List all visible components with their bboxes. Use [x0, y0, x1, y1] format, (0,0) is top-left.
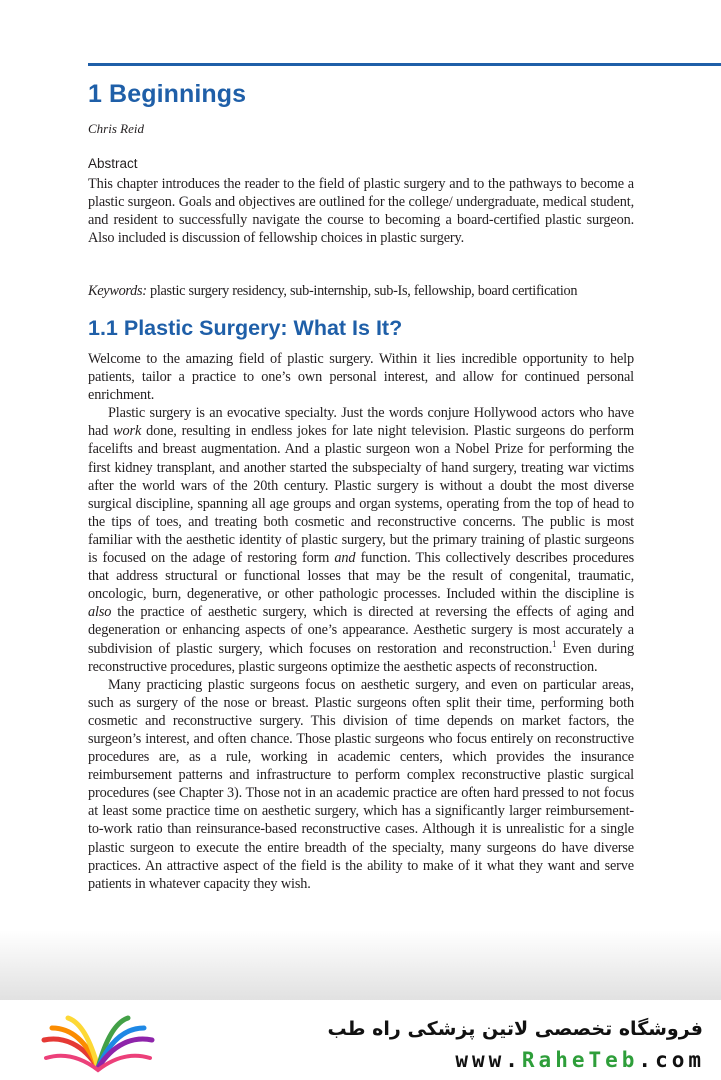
paragraph-2	[88, 404, 634, 675]
author-name: Chris Reid	[88, 121, 144, 136]
emphasis-and: and	[334, 550, 356, 567]
footnote-ref[interactable]: 1	[552, 638, 557, 649]
open-book-logo-icon	[38, 1014, 158, 1076]
chapter-title: 1 Beginnings	[88, 80, 247, 108]
emphasis-also: also	[88, 604, 112, 621]
paragraph-2-text-a: Plastic surgery is an evocative specialty. Just the words conjure Hollywood actors who have had	[88, 405, 634, 440]
watermark-footer	[0, 1000, 721, 1080]
keywords-label: Keywords:	[88, 283, 147, 299]
section-body	[88, 350, 634, 893]
footer-persian-text: فروشگاه تخصصی لاتین پزشکی راه طب	[327, 1018, 703, 1040]
footer-url-name: RaheTeb	[521, 1048, 639, 1072]
emphasis-work: work	[113, 423, 142, 440]
footer-url[interactable]	[455, 1048, 705, 1072]
paragraph-2-text-e: Even during reconstructive procedures, plastic surgeons optimize the aesthetic aspects of reconstruction.	[88, 640, 634, 675]
paragraph-1: Welcome to the amazing field of plastic surgery. Within it lies incredible opportunity to help patients, tailor a practice to one’s own personal interest, and allow for continued personal enrichment.	[88, 351, 634, 404]
paragraph-2-text-b: done, resulting in endless jokes for late night television. Plastic surgeons do perform facelifts and breast augmentation. And a plastic surgeon won a Nobel Prize for performing the first kidney transplant, and another started the subspecialty of hand surgery, treating war victims after the world wars of the 20th century. Plastic surgery is without a doubt the most diverse surgical discipline, spanning all age groups and organ systems, operating from the top of head to the tips of toes, and treating both cosmetic and reconstructive concerns. The public is most familiar with the aesthetic identity of plastic surgery, but the primary training of plastic surgeons is focused on the adage of restoring form	[88, 423, 634, 567]
top-rule	[88, 63, 721, 66]
paragraph-2-text-d: the practice of aesthetic surgery, which is directed at reversing the effects of aging and degeneration or enhancing aspects of one’s appearance. Aesthetic surgery is most accurately a subdivision of plastic surgery, which focuses on restoration and reconstruction.	[88, 604, 634, 657]
keywords-line	[88, 282, 634, 300]
abstract-body: This chapter introduces the reader to the field of plastic surgery and to the pathways to become a plastic surgeon. Goals and objectives are outlined for the college/ undergraduate, medical student, and resident to successfully navigate the course to becoming a board-certified plastic surgeon. Also included is discussion of fellowship choices in plastic surgery.	[88, 176, 634, 247]
paragraph-3: Many practicing plastic surgeons focus on aesthetic surgery, and even on particular areas, such as surgery of the nose or breast. Plastic surgeons often split their time, performing both cosmetic and reconstructive surgery. This division of time depends on market factors, the surgeon’s interest, and often chance. Those plastic surgeons who focus entirely on reconstructive procedures are, as a rule, working in academic centers, which provides the insurance reimbursement patterns and infrastructure to perform complex reconstructive plastic surgical procedures (see Chapter 3). Those not in an academic practice are often hard pressed to not focus at least some practice time on aesthetic surgery, which has a significantly larger reimbursement-to-work ratio than reinsurance-based reconstructive cases. Although it is unrealistic for a single plastic surgeon to execute the entire breadth of the specialty, many surgeons do have diverse practices. An attractive aspect of the field is the ability to make of it what they want and serve patients in whatever capacity they wish.	[88, 676, 634, 892]
keywords-text: plastic surgery residency, sub-internship, sub-Is, fellowship, board certification	[146, 283, 578, 299]
section-heading: 1.1 Plastic Surgery: What Is It?	[88, 316, 403, 340]
footer-url-suffix: .com	[638, 1048, 705, 1072]
bottom-fade	[0, 930, 721, 1000]
abstract-heading: Abstract	[88, 156, 138, 171]
footer-url-prefix: www.	[455, 1048, 522, 1072]
paragraph-2-text-c: function. This collectively describes procedures that address structural or functional losses that may be the result of congenital, traumatic, oncologic, burn, degenerative, or other pathologic processes. Included within the discipline is	[88, 550, 634, 603]
